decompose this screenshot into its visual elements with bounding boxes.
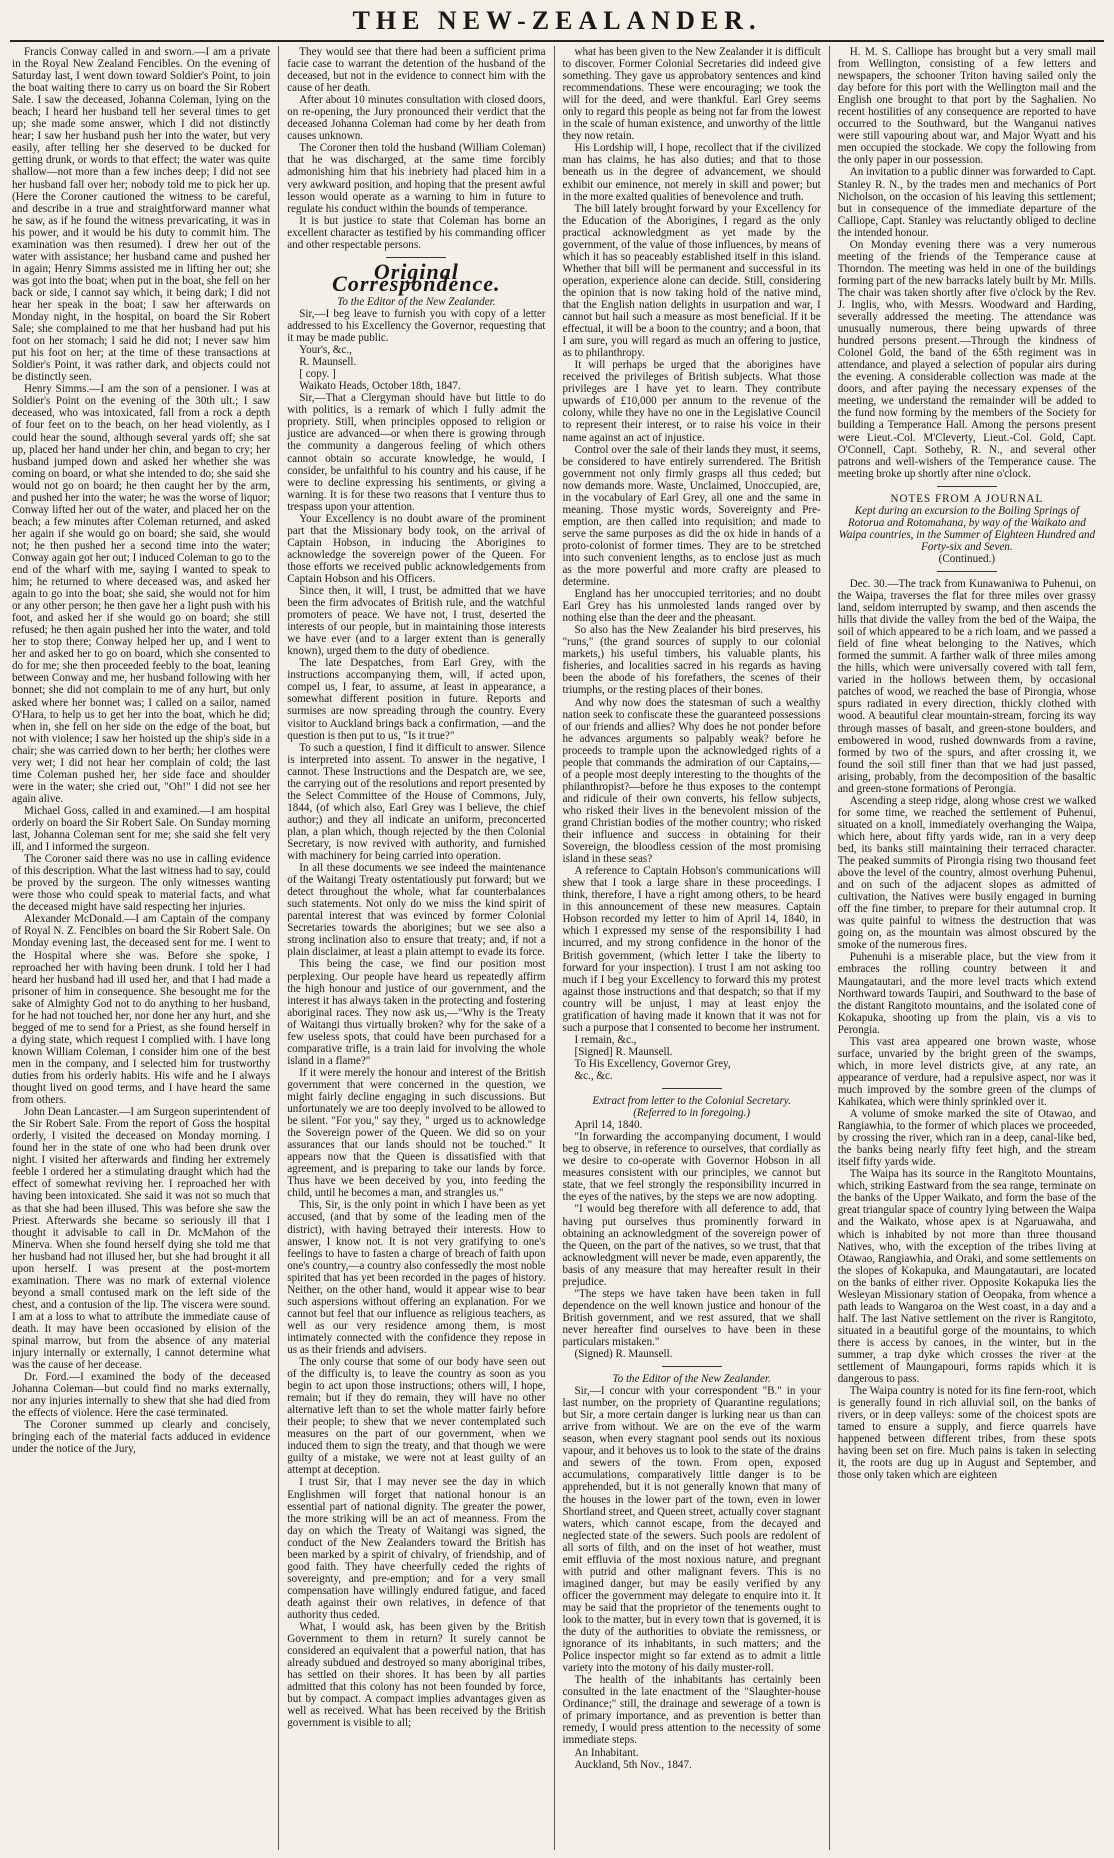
- inquest-verdict-text: [287, 46, 545, 251]
- paragraph: John Dean Lancaster.—I am Surgeon superintendent of the Sir Robert Sale. From the report of Goss the hospital orderly, I visited the deceased on Monday morning. I found her in the state of one who had been drunk over night. I visited her afterwards and finding her extremely feeble I ordered her a stimulating draught which had the effect of somewhat reviving her. I reproached her with having been intoxicated. She said it was not so much that as that she had been illused. This was before she saw the Priest. Afterwards she became so seriously ill that I thought it advisable to call in Dr. McMahon of the Minerva. When she found herself dying she told me that her husband had not illused her, but she had brought it all upon herself. I was present at the post-mortem examination. There was no mark of external violence beyond a small contused mark on the left side of the chest, and a contusion of the lip. The viscera were sound. I am at a loss to what to attribute the immediate cause of death. It may have been occasioned by elision of the spinal marrow, but from the absence of any material injury internally or externally, I cannot determine what was the cause of her decease.: [12, 1106, 271, 1372]
- paragraph: This, Sir, is the only point in which I have been as yet accused, (and that by some of the leading men of the district), with having betrayed their interests. How to answer, I know not. It is not very gratifying to one's feelings to have to fasten a charge of breach of faith upon one's country,—a country also confessedly the most noble spirited that has yet been recorded in the pages of history. Neither, on the other hand, would it appear wise to bear such aspersions without offering an explanation. For we cannot but feel that our influence as religious teachers, as well as our very residence among them, is most intimately connected with the confidence they repose in us as their friends and advisers.: [287, 1199, 546, 1356]
- paragraph: This vast area appeared one brown waste, whose surface, unvaried by the bright green of the swamps, which, in more level districts give, at any rate, an appearance of verdure, had a repulsive aspect, nor was it much improved by the sombre green of the clumps of Kahikatea, which were thinly sprinkled over it.: [837, 1035, 1096, 1108]
- paragraph: An invitation to a public dinner was forwarded to Capt. Stanley R. N., by the trades men and mechanics of Port Nicholson, on the occasion of his leaving this settlement; but in consequence of the immediate departure of the Calliope, Capt. Stanley was reluctantly obliged to decline the intended honour.: [837, 166, 1096, 239]
- paragraph: If it were merely the honour and interest of the British government that were concerned in the question, we might fairly decline engaging in such discussions. But unfortunately we are too deeply involved to be allowed to be silent. "For you," say they, " urged us to acknowledge the Sovereign power of the Queen. We did so on your assurances that our lands should not be touched." It appears now that the Queen is dissatisfied with that agreement, and is preparing to take our lands by force. Thus have we been deceived by you, into feeding the child, until he becomes a man, and strangles us.": [287, 1066, 546, 1200]
- paragraph: The bill lately brought forward by your Excellency for the Education of the Aborigines, I regard as the only practical acknowledgment as yet made by the government, of the value of those influences, by means of which it has so peaceably established itself in this island. Whether that bill will be permanent and successful in its operation, experience alone can decide. Still, considering the opinion that is now taking hold of the native mind, that the English nation delights in usurpation and war, I cannot but hail such a measure as most beneficial. If it be effectual, it will be a boon to the country; and a boon, that I am sure, you will regard as much an offering to justice, as to philanthropy.: [562, 202, 821, 360]
- column-3: [554, 46, 829, 1850]
- paragraph: Alexander McDonald.—I am Captain of the company of Royal N. Z. Fencibles on board the Sir Robert Sale. On Monday evening last, the deceased sent for me. I went to the Hospital where she was. Before she spoke, I reproached her with having been drunk. I told her I had heard her husband had ill used her, and that I had made a prisoner of him in consequence. She besought me for the sake of Almighty God not to do anything to her husband, for he had not touched her, nor done her any hurt, and she begged of me to send for a Priest, as she found herself in a dying state, which request I complied with. I have long known William Coleman, I consider him one of the best men in the company, and I selected him for trustworthy duties from his orderly habits. His wife and he I always thought lived on good terms, and I have heard the same from others.: [12, 913, 271, 1107]
- paragraph: "I would beg therefore with all deference to add, that having put ourselves thus prominently forward in obtaining an acknowledgment of the sovereign power of the Queen, on the part of the natives, so we trust, that that acknowledgment will never be made, even apparently, the basis of any measure that may hereafter result in their prejudice.: [562, 1203, 821, 1288]
- paragraph: The Coroner said there was no use in calling evidence of this description. What the last witness had to say, could be proved by the surgeon. The only witnesses wanting were those who could speak to material facts, and what the deceased might have said respecting her injuries.: [12, 853, 271, 914]
- paragraph: To such a question, I find it difficult to answer. Silence is interpreted into assent. To answer in the negative, I cannot. These Instructions and the Despatch are, we see, the carrying out of the resolutions and report presented by the Select Committee of the House of Commons, July, 1844, (of which also, Earl Grey was I believe, the chief author;) and they all indicate an uniform, preconcerted plan, a plan which, though rejected by the then Colonial Secretary, is now revived with authority, and furnished with machinery for being carried into operation.: [287, 741, 546, 863]
- paragraph: The Waipa country is noted for its fine fern-root, which is generally found in rich alluvial soil, on the banks of rivers, or in deep valleys: some of the choicest spots are tamed to ensure a supply, and fierce quarrels have happened between different tribes, from these spots having been set on fire. Much pains is taken in selecting it, the roots are dug up in August and September, and those only taken which are eighteen: [837, 1385, 1096, 1482]
- paragraph: Your Excellency is no doubt aware of the prominent part that the Missionary body took, on the arrival of Captain Hobson, in inducing the Aborigines to acknowledge the sovereign power of the Queen. For those efforts we received public acknowledgements from Captain Hobson and his Officers.: [287, 512, 546, 585]
- continued-label: (Continued.): [938, 552, 996, 565]
- journal-text: [838, 578, 1096, 1482]
- paragraph: An Inhabitant.: [574, 1746, 639, 1759]
- column-2: [278, 46, 553, 1850]
- letter-salutation: To the Editor of the New Zealander.: [337, 295, 496, 308]
- paragraph: Your's, &c.,: [299, 344, 352, 357]
- divider: [662, 1366, 722, 1367]
- paragraph: A reference to Captain Hobson's communications will shew that I took a large share in these proceedings. I think, therefore, I have a right among others, to be heard in this announcement of these new measures. Captain Hobson recorded my letter to him of April 14, 1840, in which I expressed my sense of the responsibility I had incurred, and my strong confidence in the honor of the British government, (which letter I take the liberty to forward for your inspection). I trust I am not asking too much if I beg your Excellency to forward this my protest against those instructions and that despatch; so that if my country will be unjust, I may at least enjoy the gratification of having made it known that it was not for such a purpose that I consented to become her instrument.: [562, 865, 821, 1034]
- paragraph: I trust Sir, that I may never see the day in which Englishmen will forget that national honour is an essential part of national dignity. The greater the power, the more striking will be an act of meanness. From the day on which the Treaty of Waitangi was signed, the conduct of the New Zealanders toward the British has been marked by a spirit of chivalry, of friendship, and of good faith. They have cheerfully ceded the rights of sovereignty, and pre-emption; and for a very small compensation have willingly endured fatigue, and faced death against their own relatives, in defence of that authority thus ceded.: [287, 1476, 546, 1621]
- paragraph: On Monday evening there was a very numerous meeting of the friends of the Temperance cause at Thorndon. The meeting was held in one of the buildings forming part of the new barracks lately built by Mr. Mills. The chair was taken shortly after five o'clock by the Rev. J. Inglis, who, with Messrs. Woodward and Harding, severally addressed the meeting. The attendance was unusually numerous, there being upwards of three hundred persons present.—Through the kindness of Colonel Gold, the band of the 65th regiment was in attendance, and played a selection of popular airs during the evening. A considerable collection was made at the doors, and after paying the necessary expenses of the meeting, we understand the remainder will be added to the fund now forming by the members of the Society for building a Temperance Hall. Among the persons present were Lieut.-Col. M'Cleverty, Lieut.-Col. Gold, Capt. O'Connell, Capt. Sotheby, R. N., and several other patrons and well-wishers of the Temperance cause. The meeting broke up shortly after nine o'clock.: [837, 238, 1096, 480]
- extract-text: [563, 1119, 821, 1360]
- paragraph: The health of the inhabitants has certainly been consulted in the late enactment of the "Slaughter-house Ordinance;" still, the drainage and sewerage of a town is of primary importance, and as prevention is better than remedy, I would press attention to the necessity of some immediate steps.: [562, 1674, 821, 1747]
- masthead-rule: [10, 40, 1104, 42]
- paragraph: After about 10 minutes consultation with closed doors, on re-opening, the Jury pronounced their verdict that the deceased Johanna Coleman had come by her death from causes unknown.: [287, 94, 546, 143]
- paragraph: What, I would ask, has been given by the British Government to them in return? It surely cannot be considered an equivalent that a powerful nation, that has already subdued and destroyed so many aboriginal tribes, has settled on their shores. It has been by all parties admitted that this colony has not been founded by force, but by compact. A compact implies advantages given as well as received. What has been received by the British government is visible to all;: [287, 1621, 546, 1730]
- paragraph: To His Excellency, Governor Grey,: [574, 1057, 731, 1070]
- paragraph: This being the case, we find our position most perplexing. Our people have heard us repeatedly affirm the high honour and justice of our government, and the interest it has always taken in the protecting and fostering aboriginal races. They now ask us,—"Why is the Treaty of Waitangi thus virtually broken? why for the sake of a few useless spots, that could have been purchased for a comparative trifle, is a train laid for involving the whole island in a flame?": [287, 958, 546, 1067]
- paragraph: Sir,—I beg leave to furnish you with copy of a letter addressed to his Excellency the Governor, requesting that it may be made public.: [287, 307, 546, 345]
- masthead: THE NEW-ZEALANDER.: [352, 6, 762, 35]
- paragraph: His Lordship will, I hope, recollect that if the civilized man has claims, he has also duties; and that to those beneath us in the degree of advancement, we should exhibit our eminence, not merely in skill and power; but in the more exalted qualities of benevolence and truth.: [562, 142, 821, 203]
- paragraph: A volume of smoke marked the site of Otawao, and Rangiawhia, to the former of which places we proceeded, by crossing the river, which ran in a deep, canal-like bed, the banks being nearly fifty feet high, and the stream itself fifty yards wide.: [837, 1108, 1096, 1169]
- paragraph: In all these documents we see indeed the maintenance of the Waitangi Treaty ostentatiously put forward; but we detect throughout the whole, what far counterbalances such statements. Not only do we miss the kind spirit of parental interest that was evinced by former Colonial Secretaries towards the aborigines; but we see also a strong inclination also to ensure that treaty; and, if not a plain disclaimer, at least a plain attempt to evade its force.: [287, 862, 546, 959]
- maunsell-letter-continued: [563, 46, 821, 1082]
- maunsell-letter: [287, 308, 545, 1730]
- paragraph: (Signed) R. Maunsell.: [574, 1348, 673, 1361]
- paragraph: "In forwarding the accompanying document, I would beg to observe, in reference to ourselves, that cordially as we desire to co-operate with Governor Hobson in all measures consistent with our principles, we cannot but state, that we feel strongly the responsibility incurred in the eyes of the natives, by the steps we are now adopting.: [562, 1131, 821, 1204]
- paragraph: April 14, 1840.: [574, 1119, 643, 1132]
- paragraph: [Signed] R. Maunsell.: [574, 1045, 673, 1058]
- paragraph: Francis Conway called in and sworn.—I am a private in the Royal New Zealand Fencibles. On the evening of Saturday last, I went down toward Soldier's Point, to join the boat waiting there to carry us on board the Sir Robert Sale. I saw the deceased, Johanna Coleman, lying on the beach; I heard her husband tell her several times to get up; she made some answer, which I did not distinctly hear; I saw her husband push her into the water, but very easily, after telling her she deserved to be ducked for getting drunk, or words to that effect; the water was quite shallow—not more than a few inches deep; I did not see her husband fall over her; nobody told me to pick her up. (Here the Coroner cautioned the witness to be careful, and describe in a true and straightforward manner what he saw, as if he found the witness prevaricating, it was in his power, and it would be his duty to commit him. The examination was then resumed). I drew her out of the water with assistance; her husband came and pushed her in again; Henry Simms assisted me in lifting her out; she was got into the boat; when put in the boat, she fell on her back or side, I cannot say which, it being dark; I did not hear her speak in the boat; I saw her afterwards on Monday night, in the hospital, on board the Sir Robert Sale; she complained to me that her husband had put his foot on her stomach; I said he did not; I never saw him put his foot on her; at the time of these transactions at Soldier's Point, it was rather dark, and objects could not be distinctly seen.: [12, 46, 271, 384]
- paragraph: what has been given to the New Zealander it is difficult to discover. Former Colonial Secretaries did indeed give something. They gave us approbatory sentences and kind recommendations. These were encouraging; we took the will for the deed, and were thankful. Earl Grey seems only to regard this people as being not far from the lowest in the scale of human existence, and unworthy of the little they now retain.: [562, 46, 821, 143]
- paragraph: Sir,—I concur with your correspondent "B." in your last number, on the propriety of Quarantine regulations; but Sir, a more certain danger is lurking near us than can arrive from without. We are on the eve of the warm season, when every stagnant pool sends out its noxious vapour, and it behoves us to look to the state of the drains and sewers of the town. From open, exposed accumulations, comparatively little danger is to be apprehended, but it is not generally known that many of the houses in the lower part of the town, even in lower Shortland street, and Queen street, actually cover stagnant waters, which cannot escape, from the decayed and neglected state of the sewers. Such pools are redolent of all sorts of filth, and on the inset of hot weather, must emit effluvia of the most noxious nature, and pregnant with putrid and other malignant fevers. This is no imagined danger, but may be easily verified by any officer the government may delegate to enquire into it. It may be said that the proprietor of the tenements ought to look to the matter, but in every town that is governed, it is the duty of the authorities to obviate the remissness, or ignorance of its inhabitants, in such matters; and the Police inspector might so far extend as to admit a little variety into the motony of his daily muster-roll.: [562, 1385, 821, 1675]
- journal-subtitle: Kept during an excursion to the Boiling Springs of Rotorua and Rotomahana, by way of the Waikato and Waipa countries, in the Summer of Eighteen Hundred and Forty-six and Seven.: [838, 504, 1096, 553]
- paragraph: R. Maunsell.: [299, 356, 357, 369]
- column-4: [829, 46, 1104, 1850]
- paragraph: The only course that some of our body have seen out of the difficulty is, to leave the country as soon as you begin to act upon those instructions; others will, I hope, remain; but if they do remain, they will have no other alternative left than to set the whole matter fairly before their people; to shew that we never contemplated such measures on the part of our government, when we induced them to sign the treaty, and that though we were guilty of a mistake, we were not at least guilty of an attempt at deception.: [287, 1356, 546, 1477]
- extract-title: Extract from letter to the Colonial Secretary.: [592, 1095, 791, 1108]
- paragraph: They would see that there had been a sufficient prima facie case to warrant the detention of the husband of the deceased, but not in the evidence to connect him with the cause of her death.: [287, 46, 546, 95]
- paragraph: It is but justice to state that Coleman has borne an excellent character as testified by his commanding officer and other respectable persons.: [287, 214, 546, 251]
- paragraph: So also has the New Zealander his bird preserves, his "runs," (the grand sources of supply to our colonial markets,) his useful timbers, his valuable plants, his fisheries, and localities sacred in his regards as having been the abode of his forefathers, the scenes of their triumphs, or the resting places of their bones.: [562, 624, 821, 697]
- divider: [662, 1088, 722, 1089]
- inhabitant-letter: [563, 1385, 821, 1771]
- paragraph: [ copy. ]: [299, 368, 336, 381]
- paragraph: Waikato Heads, October 18th, 1847.: [299, 380, 461, 393]
- paragraph: Sir,—That a Clergyman should have but little to do with politics, is a remark of which I fully admit the propriety. Still, when principles opposed to religion or justice are advanced—or when there is growing through the community a dangerous feeling of which others cannot obtain so accurate knowledge, he would, I consider, be unfaithful to his country and his cause, if he were to decline expressing his sentiments, or giving a warning. It is for these two reasons that I venture thus to trespass upon your attention.: [287, 392, 546, 513]
- paragraph: The Coroner then told the husband (William Coleman) that he was discharged, at the same time forcibly admonishing him that his inebriety had placed him in a very awkward position, and hoping that the present awful lesson would operate as a warning to him in future to regulate his conduct within the bounds of temperance.: [287, 142, 546, 215]
- paragraph: H. M. S. Calliope has brought but a very small mail from Wellington, consisting of a few letters and newspapers, the schooner Triton having sailed only the day before for this port with the Wellington mail and the English one brought to that port by the Saghalien. No recent hostilities of any consequence are reported to have occurred to the Southward, but the Wanganui natives were still vapouring about war, and Major Wyatt and his men occupied the stockade. We copy the following from the only paper in our possession.: [837, 46, 1096, 167]
- paragraph: Since then, it will, I trust, be admitted that we have been the firm advocates of British rule, and the watchful promoters of peace. We have not, I trust, deserted the interests of our people, but in maintaining those interests we have ever (and to a larger extent than is generally known), urged them to the duty of obedience.: [287, 585, 546, 658]
- paragraph: The late Despatches, from Earl Grey, with the instructions accompanying them, will, if acted upon, compel us, I fear, to assume, at least in appearance, a somewhat different position in future. Reports and surmises are now spreading through the country. Every visitor to Auckland brings back a confirmation, —and the question is then put to us, "Is it true?": [287, 657, 546, 742]
- paragraph: Ascending a steep ridge, along whose crest we walked for some time, we reached the settlement of Puhenui, situated on a knoll, immediately overhanging the Waipa, which here, about fifty yards wide, ran in a very deep bed, its banks still maintaining their terraced character. The peaked summits of Pirongia rising two thousand feet above the level of the country, almost overhung Puhenui, and on such of the adjacent slopes as admitted of cultivation, the Natives were busily engaged in burning off the fine timber, to prepare for their autumnal crop. It was quite painful to witness the destruction that was going on, as the mountain was almost obscured by the smoke of the numerous fires.: [837, 794, 1096, 952]
- news-items: [838, 46, 1096, 480]
- extract-subtitle: (Referred to in foregoing.): [633, 1107, 751, 1120]
- divider: [386, 257, 446, 258]
- paragraph: Puhenuhi is a miserable place, but the view from it embraces the rolling country between it and Maungatautari, and the more level tracts which extend Northward towards Taupiri, and Southward to the base of the distant Rangitoto mountains, and the isolated cone of Kokapuka, shooting up from the plain, vis a vis to Perongia.: [837, 951, 1096, 1036]
- correspondence-heading: Original Correspondence.: [332, 258, 501, 296]
- paragraph: I remain, &c.,: [574, 1033, 637, 1046]
- paragraph: Dr. Ford.—I examined the body of the deceased Johanna Coleman—but could find no marks externally, nor any injuries internally to shew that she had died from the effects of violence. Here the case terminated.: [12, 1371, 271, 1420]
- paragraph: Dec. 30.—The track from Kunawaniwa to Puhenui, on the Waipa, traverses the flat for three miles over grassy land, seldom interrupted by swamp, and then ascends the hills that divide the valley from the bed of the Waipa, the soil of which appeared to be a rich loam, and we passed a field of fine wheat belonging to the Natives, which formed the summit. A farther walk of three miles among the hills, which were universally covered with tall fern, varied in the hollows between them, by occasional patches of wood, we reached the base of Pirongia, whose spurs radiated in every direction, thickly clothed with wood. A beautiful clear mountain-stream, forcing its way through masses of basalt, and green-stone boulders, and embowered in wood, rushed downwards from a ravine, formed by two of the spurs, and after crossing it, we found the soil still finer than that we had just passed, arising, probably, from the decomposition of the basaltic and green-stone formations of Perongia.: [837, 577, 1096, 795]
- divider: [937, 486, 997, 487]
- columns: [10, 46, 1104, 1850]
- paragraph: Henry Simms.—I am the son of a pensioner. I was at Soldier's Point on the evening of the 30th ult.; I saw deceased, who was intoxicated, fall from a rock a depth of four feet on to the beach, on her head violently, as I could hear the sound, although several yards off; she sat up, placed her hand under her chin, and began to cry; her husband jumped down and asked her whether she was coming on board, or what she intended to do; she said she would not go on board; he then caught her by the arm, and pushed her into the water; he was the worse of liquor; Conway lifted her out of the water, and placed her on the beach; a few minutes after Coleman returned, and asked her again if she would go on board; she said, she would not; he then pushed her a second time into the water; Conway again got her out; I induced Coleman to go to the end of the wharf with me, saying I wanted to speak to him; he returned to where deceased was, and asked her again to go into the boat; she said, she would not for him or any other person; he then gave her a light push with his foot, and asked her if she would go on board; she still refused; he then again pushed her into the water, and told her to stop there; Conway helped her up, and I went to her and asked her to go on board, which she consented to do for me; she then proceeded feebly to the boat, leaning between Conway and me, her husband following with her bonnet; she did not complain to me of any hurt, but only asked where her bonnet was; I called on a sailor, named O'Hara, to help us to get her into the boat, which he did; when in, she fell on her side on the edge of the boat, but not with violence; I saw her hoisted up the ship's side in a chair; she was carried down to her berth; her clothes were very wet; I did not hear her complain of cold; the last time Coleman pushed her, her side face and shoulder were in the water; she cried out, "Oh!" I did not see her again alive.: [12, 383, 271, 805]
- paragraph: Michael Goss, called in and examined.—I am hospital orderly on board the Sir Robert Sale. On Sunday morning last, Johanna Coleman sent for me; she said she felt very ill, and I informed the surgeon.: [12, 804, 271, 854]
- paragraph: The Waipa has its source in the Rangitoto Mountains, which, striking Eastward from the sea range, terminate on the banks of the Upper Waikato, and form the base of the great triangular space of country lying between the Waipa and the Waikato, whose apex is at Ngaruawaha, and which is inhabited by not more than three thousand Natives, who, with the exception of the tribes living at Otawao, Rangiawhia, and Oraki, and some settlements on the slopes of Kokapuka, and Maungatautari, are located on the banks of either river. Opposite Kokapuka lies the Wesleyan Missionary station of Oeopaka, from whence a path leads to Wangaroa on the West coast, in a day and a half. The last Native settlement on the river is Rangitoto, situated in a beautiful gorge of the mountains, to which there is access by canoes, in the winter, but in the summer, a trap dyke which crosses the river at the settlement of Maungapouri, forms rapids which it is dangerous to pass.: [837, 1168, 1096, 1386]
- paragraph: It will perhaps be urged that the aborigines have received the privileges of British subjects. What those privileges are I have yet to learn. They contribute upwards of £10,000 per annum to the revenue of the colony, while they have no one in the Legislative Council to represent their interest, or to raise his voice in their name against an act of injustice.: [562, 359, 821, 444]
- column-1: [10, 46, 278, 1850]
- paragraph: And why now does the statesman of such a wealthy nation seek to confiscate these the guaranteed possessions of our friends and allies? Why does he not ponder before he advances arguments so palpably weak? before he proceeds to trample upon the acknowledged rights of a people that commands the admiration of our Captains,—of a people most deeply interesting to the thoughts of the philanthropist?—before he thus exposes to the contempt and ridicule of their own converts, his fellow subjects, who risked their lives in the benevolent mission of the grand Christian bodies of the mother country; who risked their influence and success in obtaining for their Sovereign, the bloodless cession of the most promising island in these seas?: [562, 696, 821, 866]
- journal-title: NOTES FROM A JOURNAL: [890, 492, 1044, 505]
- paragraph: The Coroner summed up clearly and concisely, bringing each of the material facts adduced in evidence under the notice of the Jury,: [12, 1419, 271, 1456]
- paragraph: Control over the sale of their lands they must, it seems, be considered to have entirely surrendered. The British government not only firmly grasps all thus ceded; but now demands more. Waste, Unclaimed, Unoccupied, are, in the vocabulary of Earl Grey, all one and the same in meaning. Those mystic words, Sovereignty and Pre-emption, are then called into requisition; and made to serve the same purposes as did the ox hide in hands of a proto-colonist of former times. They are to be stretched into such convenient lengths, as to enclose just as much as the more powerful and more crafty are pleased to determine.: [562, 443, 821, 589]
- paragraph: &c., &c.: [574, 1069, 613, 1082]
- paragraph: England has her unoccupied territories; and no doubt Earl Grey has his unmolested lands ranged over by nothing else than the deer and the pheasant.: [562, 588, 821, 625]
- inquest-text: [12, 46, 270, 1455]
- paragraph: Auckland, 5th Nov., 1847.: [574, 1758, 692, 1771]
- divider: [937, 571, 997, 572]
- letter-salutation: To the Editor of the New Zealander.: [612, 1373, 771, 1386]
- paragraph: "The steps we have taken have been taken in full dependence on the well known justice and honour of the British government, and we rest assured, that we shall never hereafter find ourselves to have been in these particulars mistaken.": [562, 1287, 821, 1348]
